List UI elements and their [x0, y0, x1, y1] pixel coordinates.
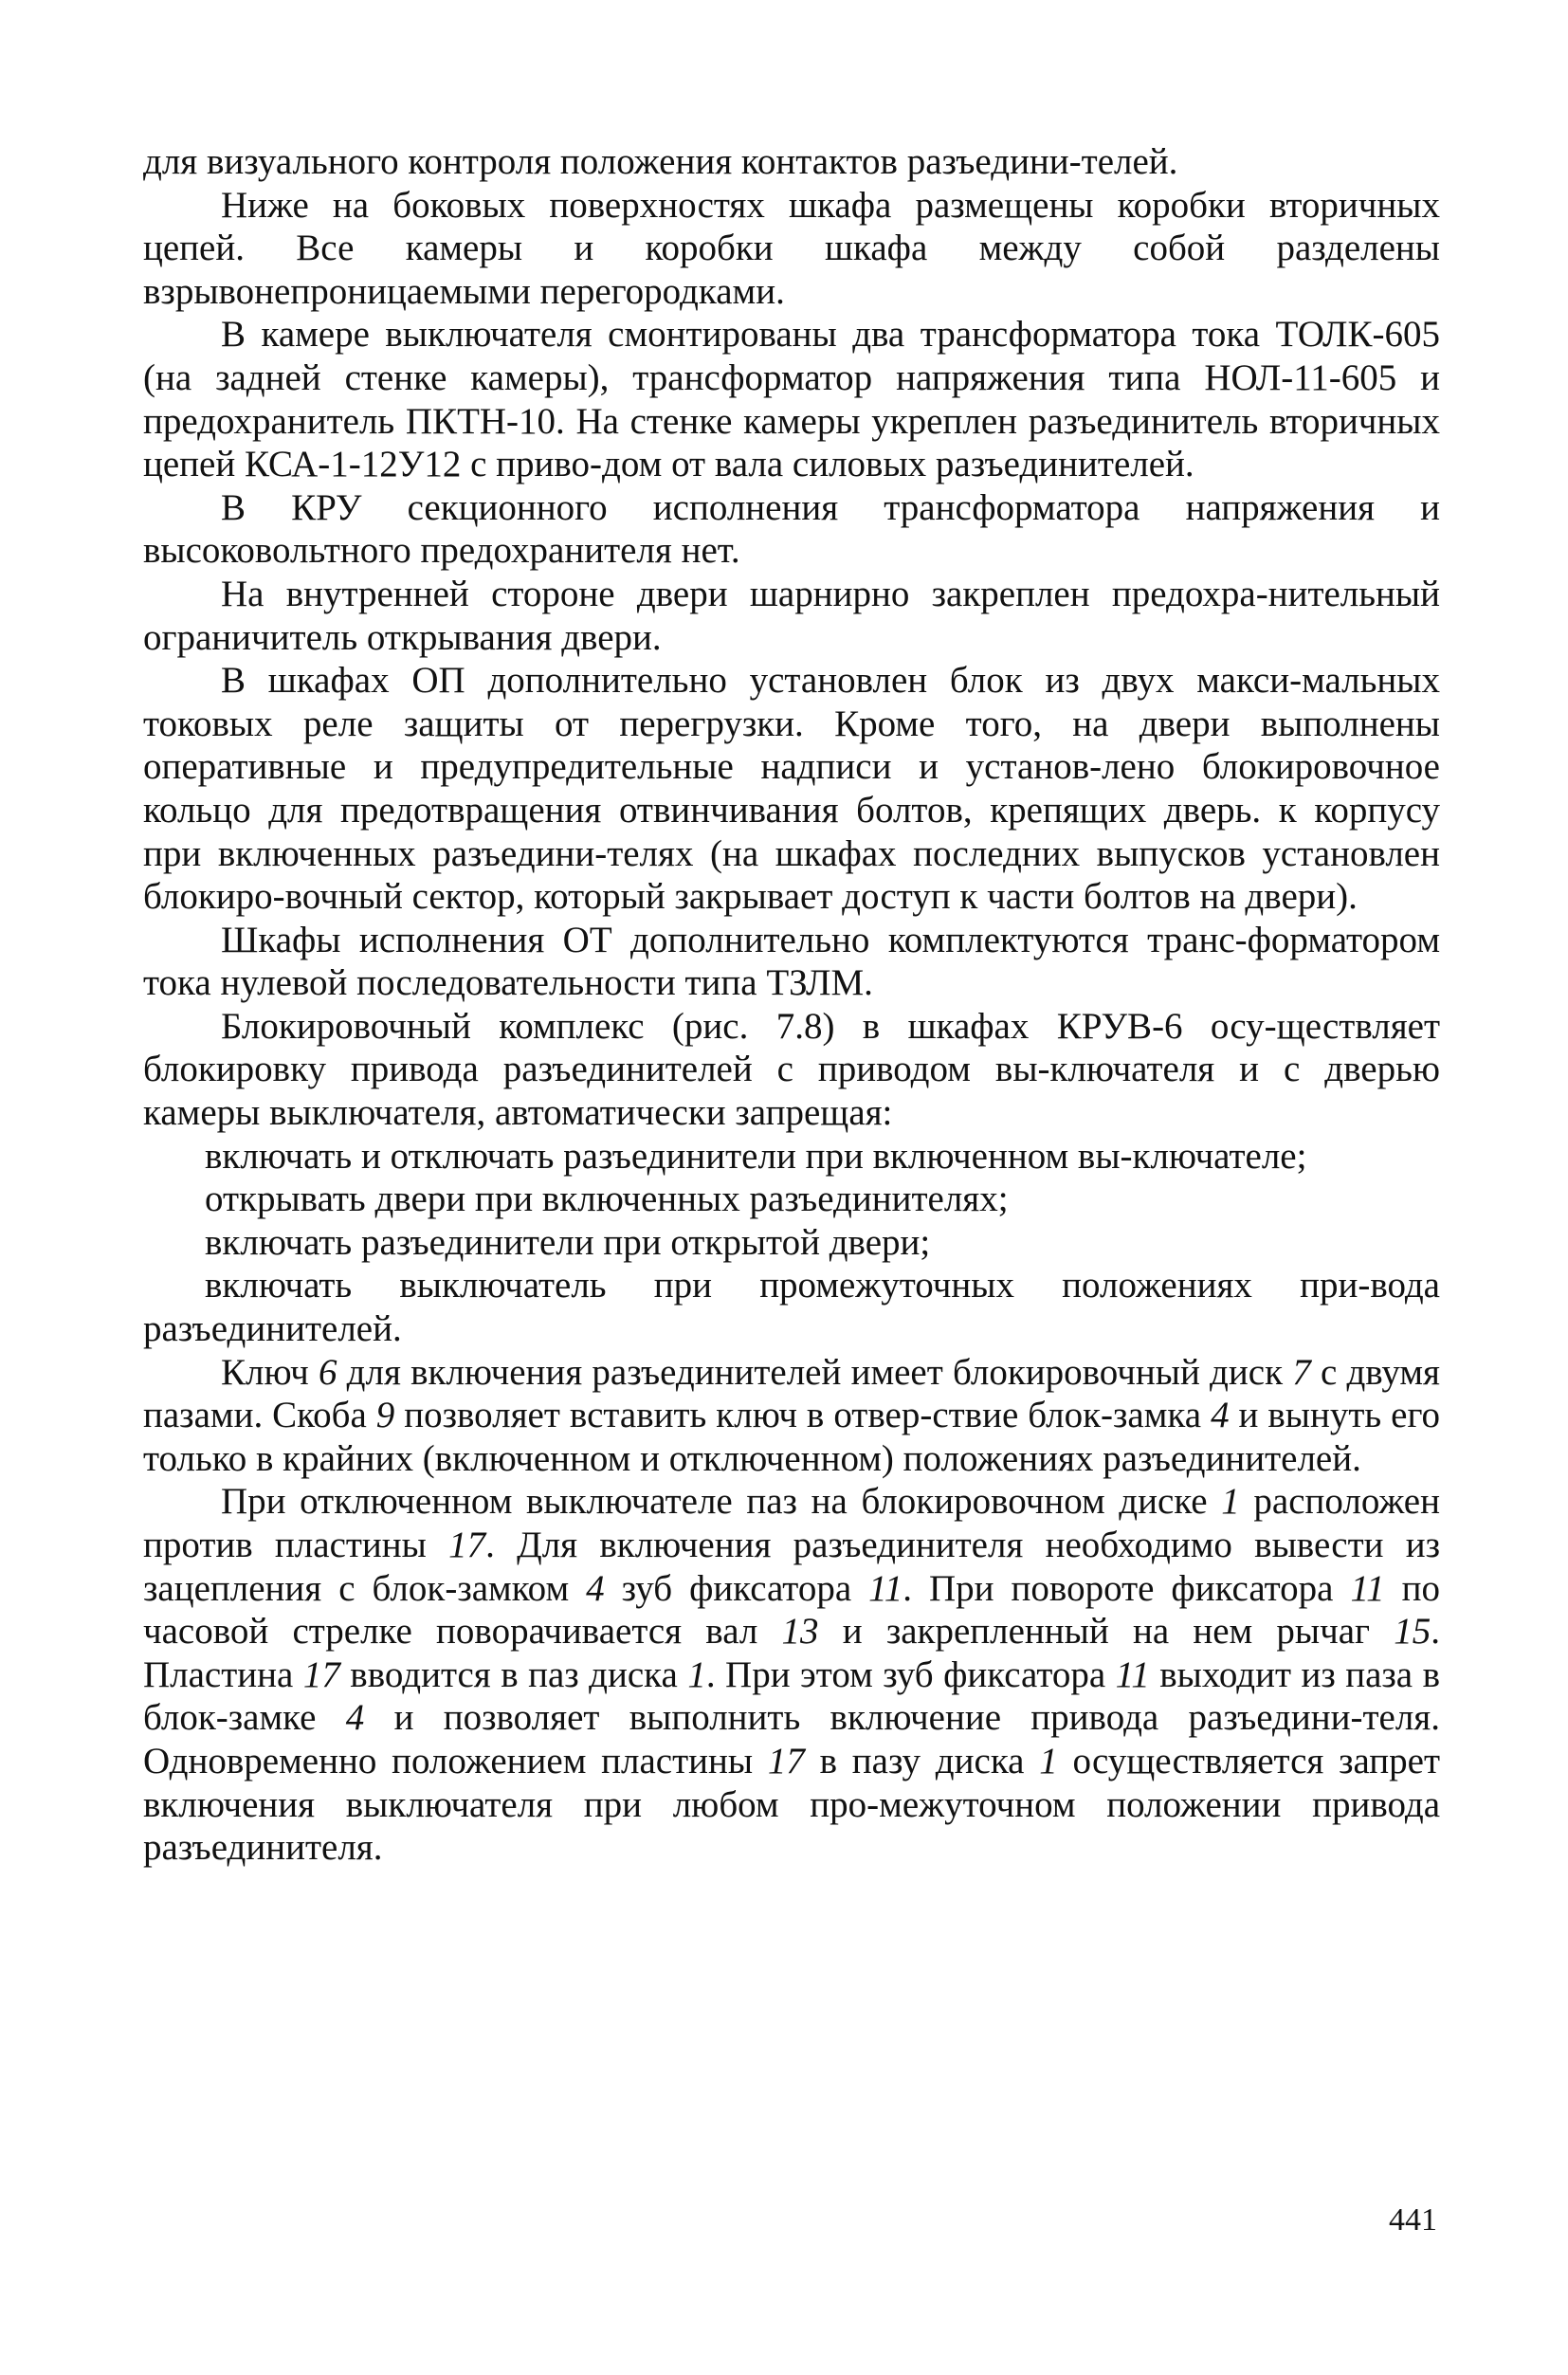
text-run: . При повороте фиксатора	[903, 1567, 1351, 1609]
text-run: осуществляется запрет включения выключателя при любом про-межуточном положении привода разъединителя.	[143, 1740, 1440, 1869]
paragraph-op-cabinets: В шкафах ОП дополнительно установлен блок из двух макси-мальных токовых реле защиты от перегрузки. Кроме того, на двери выполнены оперативные и предупредительные надписи и установ-лено блокировочное кольцо для предотвращения отвинчивания болтов, крепящих дверь. к корпусу при включенных разъедини-телях (на шкафах последних выпусков установлен блокиро-вочный сектор, который закрывает доступ к части болтов на двери).	[143, 660, 1440, 918]
text-run: зуб фиксатора	[604, 1567, 869, 1609]
paragraph-key	[143, 1351, 1440, 1481]
text-run: . Для включения разъединителя необходимо вывести из зацепления с блок-замком	[143, 1525, 1440, 1609]
ref-number: 6	[318, 1351, 337, 1393]
paragraph-secondary-circuits: Ниже на боковых поверхностях шкафа размещены коробки вторичных цепей. Все камеры и коробки шкафа между собой разделены взрывонепроницаемыми перегородками.	[143, 184, 1440, 312]
text-run: Ключ	[221, 1351, 319, 1393]
paragraph-door-limiter: На внутренней стороне двери шарнирно закреплен предохра-нительный ограничитель открывания двери.	[143, 573, 1440, 658]
ref-number: 11	[1350, 1567, 1385, 1609]
page-text-block	[143, 140, 1440, 1870]
text-run: выходит из паза в блок-замке	[143, 1653, 1441, 1739]
paragraph-interlock-complex: Блокировочный комплекс (рис. 7.8) в шкафах КРУВ-6 осу-ществляет блокировку привода разъединителей с приводом вы-ключателя и с дверью камеры выключателя, автоматически запрещая:	[143, 1005, 1440, 1134]
ref-number: 15	[1394, 1611, 1431, 1653]
ref-number: 17	[448, 1525, 486, 1565]
ref-number: 1	[687, 1653, 706, 1695]
paragraph-breaker-chamber: В камере выключателя смонтированы два трансформатора тока ТОЛК-605 (на задней стенке камеры), трансформатор напряжения типа НОЛ-11-605 и предохранитель ПКТН-10. На стенке камеры укреплен разъединитель вторичных цепей КСА-1-12У12 с приво-дом от вала силовых разъединителей.	[143, 314, 1440, 485]
ref-number: 1	[1221, 1481, 1240, 1523]
page-number: 441	[1389, 2202, 1437, 2238]
text-run: по часовой стрелке поворачивается вал	[143, 1567, 1440, 1653]
paragraph-disconnected-breaker	[143, 1480, 1440, 1869]
list-item: включать разъединители при открытой двери;	[205, 1221, 931, 1263]
text-run: . При этом зуб фиксатора	[705, 1653, 1116, 1695]
ref-number: 11	[868, 1567, 903, 1609]
ref-number: 17	[767, 1740, 805, 1781]
text-run: с двумя пазами. Скоба	[143, 1351, 1440, 1436]
ref-number: 17	[302, 1653, 340, 1695]
text-run: и позволяет выполнить включение привода разъедини-теля. Одновременно положением пластины	[143, 1697, 1441, 1781]
ref-number: 4	[1211, 1395, 1230, 1436]
text-run: позволяет вставить ключ в отвер-ствие блок-замка	[394, 1395, 1212, 1436]
paragraph-ot-cabinets: Шкафы исполнения ОТ дополнительно комплектуются транс-форматором тока нулевой последовательности типа ТЗЛМ.	[143, 919, 1440, 1004]
text-run: для включения разъединителей имеет блокировочный диск	[337, 1351, 1293, 1393]
text-run: вводится в паз диска	[339, 1653, 688, 1695]
ref-number: 13	[781, 1611, 819, 1653]
list-item: включать выключатель при промежуточных положениях при-вода разъединителей.	[143, 1265, 1440, 1350]
text-run: в пазу диска	[804, 1740, 1040, 1781]
ref-number: 4	[586, 1567, 605, 1609]
paragraph-continuation: для визуального контроля положения контактов разъедини-телей.	[143, 141, 1178, 182]
ref-number: 11	[1115, 1653, 1150, 1695]
text-run: и закрепленный на нем рычаг	[818, 1611, 1395, 1653]
ref-number: 4	[345, 1697, 365, 1739]
list-item: открывать двери при включенных разъединителях;	[205, 1178, 1009, 1220]
list-item: включать и отключать разъединители при включенном вы-ключателе;	[205, 1135, 1307, 1177]
ref-number: 7	[1292, 1351, 1311, 1393]
text-run: и вынуть его только в крайних (включенном и отключенном) положениях разъединителей.	[143, 1395, 1440, 1479]
text-run: расположен против пластины	[143, 1481, 1440, 1565]
ref-number: 1	[1039, 1740, 1058, 1781]
paragraph-sectional-kru: В КРУ секционного исполнения трансформатора напряжения и высоковольтного предохранителя нет.	[143, 486, 1440, 572]
ref-number: 9	[375, 1395, 395, 1436]
text-run: При отключенном выключателе паз на блокировочном диске	[221, 1481, 1222, 1523]
text-run: . Пластина	[143, 1611, 1440, 1695]
